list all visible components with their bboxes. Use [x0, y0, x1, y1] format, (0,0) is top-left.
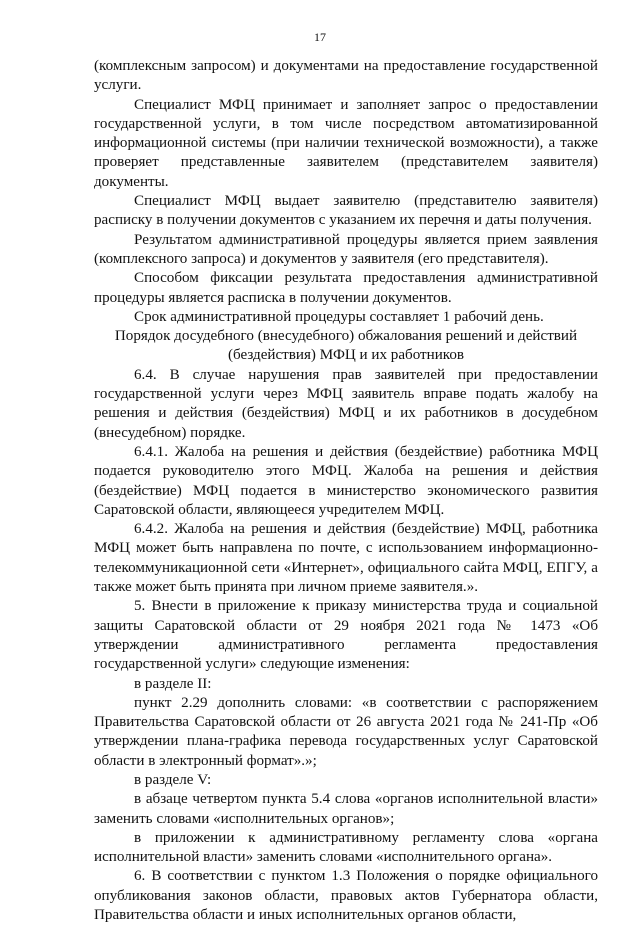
paragraph: Срок административной процедуры составляет 1 рабочий день. [134, 308, 544, 325]
page-number: 17 [314, 30, 326, 44]
paragraph: 6.4.1. Жалоба на решения и действия (бездействие) работника МФЦ подается руководителю этого МФЦ. Жалоба на решения и действия (бездействие) МФЦ подается в министерство экономического развития Саратовской области, являющееся учредителем МФЦ. [94, 443, 598, 518]
paragraph: 6.4.2. Жалоба на решения и действия (бездействие) МФЦ, работника МФЦ может быть направлена по почте, с использованием информационно-телекоммуникационной сети «Интернет», официального сайта МФЦ, ЕПГУ, а также может быть принята при личном приеме заявителя.». [94, 521, 598, 596]
paragraph: Специалист МФЦ выдает заявителю (представителю заявителя) расписку в получении документов с указанием их перечня и даты получения. [94, 193, 598, 229]
paragraph: Специалист МФЦ принимает и заполняет запрос о предоставлении государственной услуги, в том числе посредством автоматизированной информационной системы (при наличии технической возможности), а также проверяет представленные заявителем (представителем заявителя) документы. [94, 96, 598, 190]
paragraph: Результатом административной процедуры является прием заявления (комплексного запроса) и документов у заявителя (его представителя). [94, 231, 598, 267]
paragraph: в разделе II: [134, 675, 212, 692]
paragraph: в абзаце четвертом пункта 5.4 слова «органов исполнительной власти» заменить словами «исполнительных органов»; [94, 791, 598, 827]
section-heading: Порядок досудебного (внесудебного) обжалования решений и действий (бездействия) МФЦ и их работников [114, 328, 578, 364]
paragraph-continuation: (комплексным запросом) и документами на предоставление государственной услуги. [94, 58, 598, 94]
paragraph: 5. Внести в приложение к приказу министерства труда и социальной защиты Саратовской области от 29 ноября 2021 года № 1473 «Об утверждении административного регламента предоставления государственной услуги» следующие изменения: [94, 598, 598, 673]
document-body [94, 57, 598, 925]
paragraph: в разделе V: [134, 771, 212, 788]
paragraph: 6.4. В случае нарушения прав заявителей при предоставлении государственной услуги через МФЦ заявитель вправе подать жалобу на решения и действия (бездействия) МФЦ и их работников в досудебном (внесудебном) порядке. [94, 366, 598, 441]
paragraph: 6. В соответствии с пунктом 1.3 Положения о порядке официального опубликования законов области, правовых актов Губернатора области, Правительства области и иных исполнительных органов области, [94, 868, 598, 924]
paragraph: в приложении к административному регламенту слова «органа исполнительной власти» заменить словами «исполнительного органа». [94, 829, 598, 866]
paragraph: пункт 2.29 дополнить словами: «в соответствии с распоряжением Правительства Саратовской области от 26 августа 2021 года № 241-Пр «Об утверждении плана-графика перевода государственных услуг Саратовской области в электронный формат».»; [94, 694, 598, 769]
paragraph: Способом фиксации результата предоставления административной процедуры является расписка в получении документов. [94, 270, 598, 306]
